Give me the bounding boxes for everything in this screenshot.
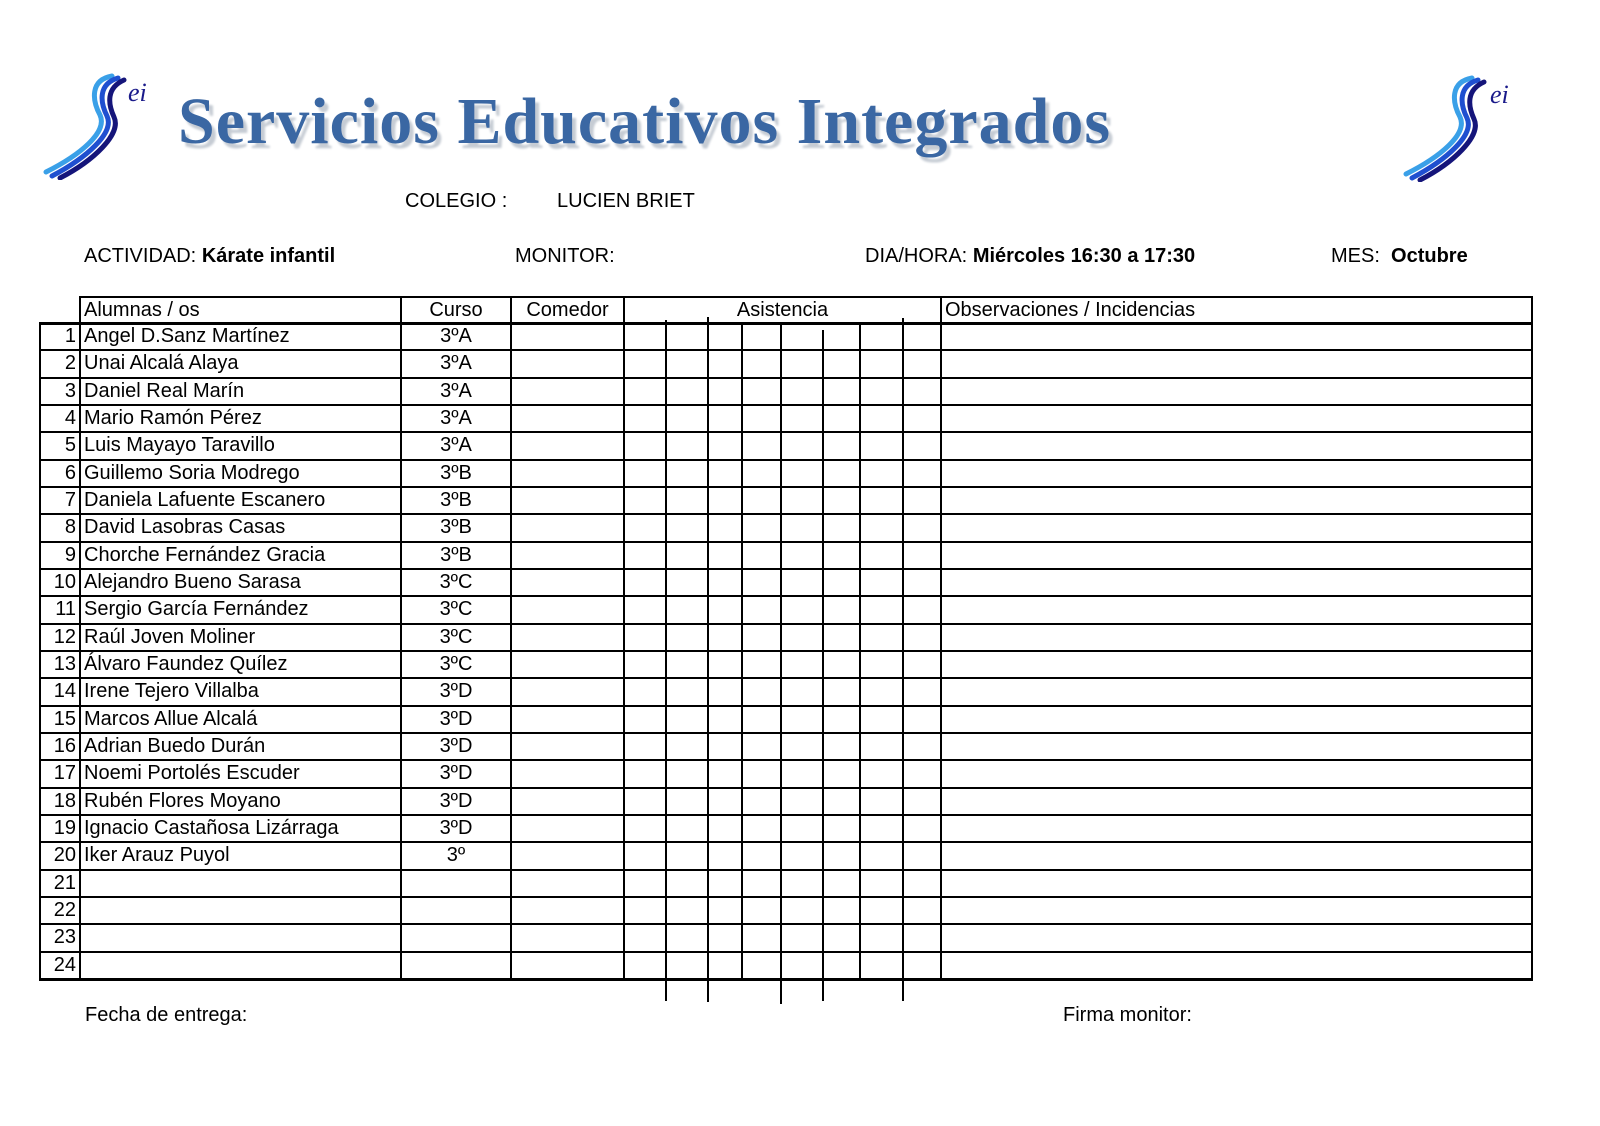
page-title: Servicios Educativos Integrados [178, 85, 1112, 158]
comedor-cell[interactable] [511, 351, 624, 376]
row-number: 8 [64, 516, 76, 539]
student-name: Guillemo Soria Modrego [84, 461, 300, 484]
student-name: Marcos Allue Alcalá [84, 707, 258, 730]
row-number: 5 [64, 434, 76, 457]
observaciones-cell[interactable] [941, 871, 1531, 896]
student-name: Luis Mayayo Taravillo [84, 434, 275, 457]
observaciones-cell[interactable] [941, 461, 1531, 486]
observaciones-cell[interactable] [941, 379, 1531, 404]
row-number: 22 [53, 898, 76, 921]
student-curso: 3ºA [440, 434, 472, 457]
row-number: 11 [55, 598, 76, 621]
asistencia-day-divider [822, 330, 824, 1001]
observaciones-cell[interactable] [941, 843, 1531, 868]
student-name: Unai Alcalá Alaya [84, 352, 239, 375]
asistencia-day-divider [902, 318, 904, 1001]
student-name: Alejandro Bueno Sarasa [84, 570, 301, 593]
student-name: Daniel Real Marín [84, 379, 245, 402]
logo-ei-text: ei [128, 78, 147, 107]
comedor-cell[interactable] [511, 570, 624, 595]
student-name: Sergio García Fernández [84, 598, 309, 621]
observaciones-cell[interactable] [941, 679, 1531, 704]
student-curso: 3ºC [439, 598, 473, 621]
student-name: Daniela Lafuente Escanero [84, 488, 326, 511]
row-number: 19 [53, 816, 76, 839]
student-name: Iker Arauz Puyol [84, 844, 230, 867]
row-number: 7 [64, 488, 76, 511]
observaciones-cell[interactable] [941, 597, 1531, 622]
student-curso: 3ºA [440, 379, 472, 402]
row-divider [39, 978, 1533, 981]
table-border-right [1531, 296, 1533, 981]
observaciones-cell[interactable] [941, 816, 1531, 841]
row-number: 1 [64, 325, 76, 347]
comedor-cell[interactable] [511, 406, 624, 431]
column-header-comedor: Comedor [526, 299, 609, 321]
column-header-alumnos: Alumnas / os [84, 299, 200, 321]
comedor-cell[interactable] [511, 707, 624, 732]
row-number: 21 [53, 871, 76, 894]
colegio-value: LUCIEN BRIET [557, 190, 695, 212]
comedor-cell[interactable] [511, 488, 624, 513]
observaciones-cell[interactable] [941, 515, 1531, 540]
student-curso: 3ºA [440, 352, 472, 375]
student-curso: 3ºC [439, 652, 473, 675]
row-number: 9 [64, 543, 76, 566]
column-divider [79, 296, 81, 981]
comedor-cell[interactable] [511, 652, 624, 677]
row-number: 18 [53, 789, 76, 812]
row-number: 17 [53, 762, 76, 785]
observaciones-cell[interactable] [941, 707, 1531, 732]
student-name: Álvaro Faundez Quílez [84, 652, 288, 675]
row-number: 13 [53, 652, 76, 675]
student-curso: 3ºD [439, 734, 473, 757]
observaciones-cell[interactable] [941, 433, 1531, 458]
row-number: 23 [53, 926, 76, 949]
student-curso: 3ºD [439, 789, 473, 812]
comedor-cell[interactable] [511, 843, 624, 868]
row-number: 3 [64, 379, 76, 402]
student-name: Mario Ramón Pérez [84, 406, 262, 429]
observaciones-cell[interactable] [941, 625, 1531, 650]
colegio-label: COLEGIO : [405, 190, 508, 212]
row-number: 14 [53, 680, 76, 703]
student-curso: 3ºB [440, 516, 472, 539]
asistencia-day-divider [780, 323, 782, 1004]
observaciones-cell[interactable] [941, 488, 1531, 513]
comedor-cell[interactable] [511, 597, 624, 622]
observaciones-cell[interactable] [941, 324, 1531, 349]
student-curso: 3ºD [439, 680, 473, 703]
student-curso: 3ºA [440, 406, 472, 429]
column-header-asistencia: Asistencia [736, 299, 829, 321]
fecha-entrega-label: Fecha de entrega: [85, 1004, 248, 1026]
comedor-cell[interactable] [511, 734, 624, 759]
student-name: Raúl Joven Moliner [84, 625, 256, 648]
mes-label: MES: [1331, 245, 1380, 267]
logo-ei-text: ei [1490, 80, 1509, 109]
monitor-label: MONITOR: [515, 245, 615, 267]
student-name: Rubén Flores Moyano [84, 789, 281, 812]
observaciones-cell[interactable] [941, 734, 1531, 759]
observaciones-cell[interactable] [941, 570, 1531, 595]
observaciones-cell[interactable] [941, 898, 1531, 923]
comedor-cell[interactable] [511, 816, 624, 841]
row-number: 6 [64, 461, 76, 484]
comedor-cell[interactable] [511, 543, 624, 568]
student-name: Chorche Fernández Gracia [84, 543, 326, 566]
mes-value: Octubre [1391, 245, 1468, 267]
row-number: 2 [64, 352, 76, 375]
student-curso: 3ºB [440, 543, 472, 566]
actividad-value: Kárate infantil [201, 245, 336, 267]
observaciones-cell[interactable] [941, 925, 1531, 950]
observaciones-cell[interactable] [941, 761, 1531, 786]
row-number: 16 [53, 734, 76, 757]
observaciones-cell[interactable] [941, 789, 1531, 814]
student-name: David Lasobras Casas [84, 516, 286, 539]
diahora-value: Miércoles 16:30 a 17:30 [972, 245, 1196, 267]
row-number: 20 [53, 844, 76, 867]
row-number: 24 [53, 953, 76, 976]
comedor-cell[interactable] [511, 789, 624, 814]
row-number: 10 [53, 570, 76, 593]
comedor-cell[interactable] [511, 761, 624, 786]
student-curso: 3ºC [439, 570, 473, 593]
comedor-cell[interactable] [511, 433, 624, 458]
asistencia-day-divider [707, 317, 709, 1002]
student-curso: 3ºB [440, 461, 472, 484]
student-curso: 3ºA [440, 325, 472, 347]
comedor-cell[interactable] [511, 324, 624, 349]
asistencia-day-divider [741, 323, 743, 979]
student-name: Ignacio Castañosa Lizárraga [84, 816, 339, 839]
row-number: 4 [64, 406, 76, 429]
comedor-cell[interactable] [511, 679, 624, 704]
asistencia-day-divider [859, 323, 861, 979]
column-header-curso: Curso [429, 299, 483, 321]
comedor-cell[interactable] [511, 953, 624, 978]
student-curso: 3ºD [439, 816, 473, 839]
observaciones-cell[interactable] [941, 953, 1531, 978]
student-name: Irene Tejero Villalba [84, 680, 259, 703]
comedor-cell[interactable] [511, 515, 624, 540]
student-curso: 3ºD [439, 762, 473, 785]
comedor-cell[interactable] [511, 379, 624, 404]
student-curso: 3º [446, 844, 466, 867]
comedor-cell[interactable] [511, 925, 624, 950]
observaciones-cell[interactable] [941, 406, 1531, 431]
column-header-observaciones: Observaciones / Incidencias [945, 299, 1196, 321]
comedor-cell[interactable] [511, 871, 624, 896]
student-curso: 3ºB [440, 488, 472, 511]
observaciones-cell[interactable] [941, 543, 1531, 568]
student-curso: 3ºC [439, 625, 473, 648]
firma-monitor-label: Firma monitor: [1063, 1004, 1192, 1026]
asistencia-day-divider [665, 320, 667, 1001]
comedor-cell[interactable] [511, 461, 624, 486]
table-border-top [80, 296, 1533, 298]
student-name: Angel D.Sanz Martínez [84, 325, 290, 347]
student-name: Adrian Buedo Durán [84, 734, 266, 757]
comedor-cell[interactable] [511, 625, 624, 650]
comedor-cell[interactable] [511, 898, 624, 923]
student-curso: 3ºD [439, 707, 473, 730]
student-name: Noemi Portolés Escuder [84, 762, 300, 785]
diahora-label: DIA/HORA: [865, 245, 968, 267]
observaciones-cell[interactable] [941, 652, 1531, 677]
row-number: 15 [53, 707, 76, 730]
actividad-label: ACTIVIDAD: [84, 245, 197, 267]
row-number: 12 [53, 625, 76, 648]
observaciones-cell[interactable] [941, 351, 1531, 376]
